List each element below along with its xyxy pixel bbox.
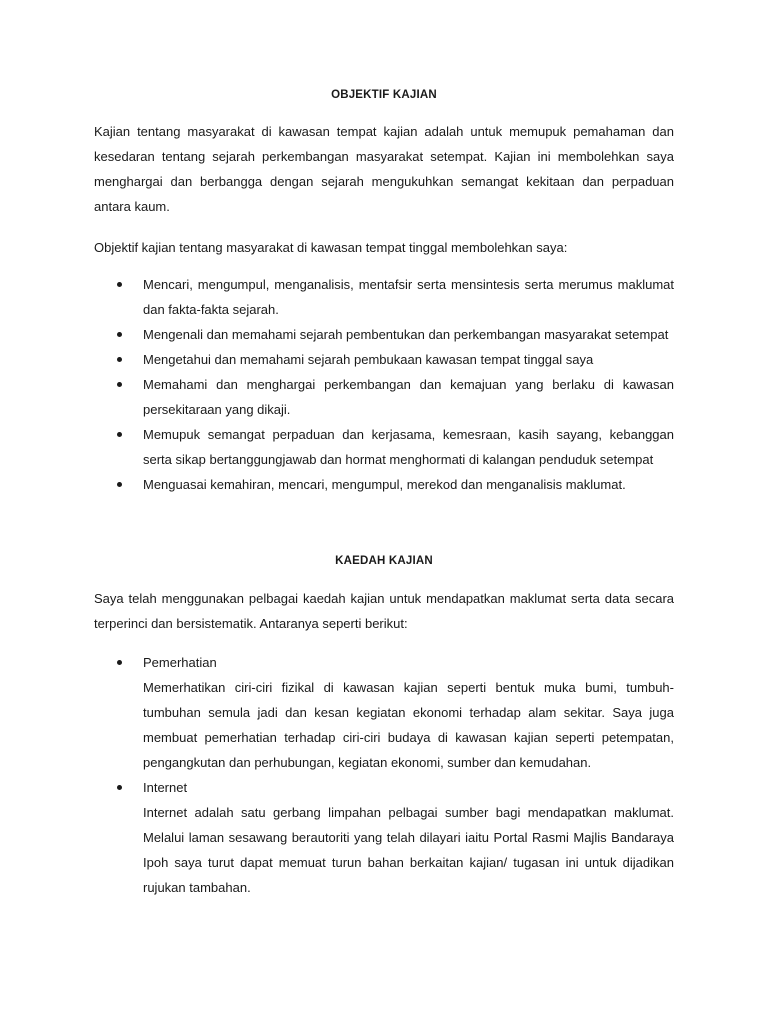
bullet-icon <box>117 482 122 487</box>
list-item-text: Mencari, mengumpul, menganalisis, mentafsir serta mensintesis serta merumus maklumat dan fakta-fakta sejarah. <box>143 277 674 317</box>
method-description: Internet adalah satu gerbang limpahan pelbagai sumber bagi mendapatkan maklumat. Melalui laman sesawang berautoriti yang telah dilayari iaitu Portal Rasmi Majlis Bandaraya Ipoh saya turut dapat memuat turun bahan berkaitan kajian/ tugasan ini untuk dijadikan rujukan tambahan. <box>143 805 674 895</box>
intro-paragraph: Kajian tentang masyarakat di kawasan tempat kajian adalah untuk memupuk pemahaman dan kesedaran tentang sejarah perkembangan masyarakat setempat. Kajian ini membolehkan saya menghargai dan berbangga dengan sejarah mengukuhkan semangat kekitaan dan perpaduan antara kaum. <box>94 124 674 214</box>
kaedah-intro-paragraph: Saya telah menggunakan pelbagai kaedah kajian untuk mendapatkan maklumat serta data secara terperinci dan bersistematik. Antaranya seperti berikut: <box>94 591 674 631</box>
list-item-text: Menguasai kemahiran, mencari, mengumpul, merekod dan menganalisis maklumat. <box>143 477 626 492</box>
list-item <box>94 422 674 472</box>
bullet-icon <box>117 382 122 387</box>
list-item-text: Mengetahui dan memahami sejarah pembukaan kawasan tempat tinggal saya <box>143 352 594 367</box>
section-heading-kaedah: KAEDAH KAJIAN <box>335 555 433 567</box>
bullet-icon <box>117 660 122 665</box>
list-item <box>94 272 674 322</box>
list-item <box>94 347 674 372</box>
list-item-text: Memupuk semangat perpaduan dan kerjasama, kemesraan, kasih sayang, kebanggan serta sikap bertanggungjawab dan hormat menghormati di kalangan penduduk setempat <box>143 427 674 467</box>
section-heading-objektif: OBJEKTIF KAJIAN <box>331 89 437 101</box>
list-item <box>94 372 674 422</box>
list-item <box>94 472 674 497</box>
bullet-icon <box>117 282 122 287</box>
list-item <box>94 322 674 347</box>
bullet-icon <box>117 785 122 790</box>
method-item <box>94 650 674 775</box>
method-title: Internet <box>143 780 188 795</box>
method-title: Pemerhatian <box>143 655 217 670</box>
list-item-text: Memahami dan menghargai perkembangan dan kemajuan yang berlaku di kawasan persekitaraan yang dikaji. <box>143 377 674 417</box>
bullet-icon <box>117 332 122 337</box>
kaedah-list <box>94 650 674 900</box>
bullet-icon <box>117 357 122 362</box>
objektif-list <box>94 272 674 497</box>
list-item-text: Mengenali dan memahami sejarah pembentukan dan perkembangan masyarakat setempat <box>143 327 669 342</box>
method-description: Memerhatikan ciri-ciri fizikal di kawasan kajian seperti bentuk muka bumi, tumbuh-tumbuhan semula jadi dan kesan kegiatan ekonomi terhadap alam sekitar. Saya juga membuat pemerhatian terhadap ciri-ciri budaya di kawasan kajian seperti petempatan, pengangkutan dan perhubungan, kegiatan ekonomi, sumber dan kemudahan. <box>143 680 674 770</box>
method-item <box>94 775 674 900</box>
bullet-icon <box>117 432 122 437</box>
objektif-intro-paragraph: Objektif kajian tentang masyarakat di kawasan tempat tinggal membolehkan saya: <box>94 240 568 255</box>
